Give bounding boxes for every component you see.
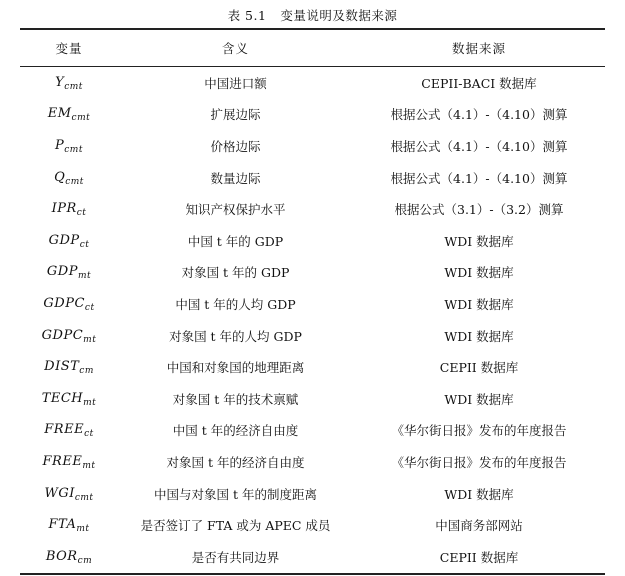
variable-cell <box>20 446 118 478</box>
meaning-cell: 对象国 t 年的 GDP <box>181 265 290 281</box>
meaning-cell: 对象国 t 年的人均 GDP <box>169 328 302 344</box>
variable-symbol <box>54 170 84 185</box>
variable-subscript: cmt <box>64 144 83 155</box>
variable-cell <box>20 257 118 289</box>
meaning-cell: 中国 t 年的人均 GDP <box>175 296 296 312</box>
variable-subscript: cm <box>79 366 94 377</box>
meaning-cell: 是否签订了 FTA 或为 APEC 成员 <box>140 518 331 534</box>
table-row <box>20 478 605 510</box>
variable-cell <box>20 415 118 447</box>
variable-cell <box>20 478 118 510</box>
meaning-cell: 对象国 t 年的技术禀赋 <box>172 391 299 407</box>
variable-cell <box>20 383 118 415</box>
source-cell: WDI 数据库 <box>444 486 514 502</box>
variable-table <box>20 28 605 575</box>
table-row <box>20 193 605 225</box>
variable-symbol <box>44 486 93 501</box>
variable-symbol <box>43 454 96 469</box>
source-cell: CEPII 数据库 <box>439 549 519 565</box>
header-source: 数据来源 <box>451 41 506 56</box>
variable-cell <box>20 351 118 383</box>
table-row <box>20 541 605 574</box>
source-cell: CEPII-BACI 数据库 <box>421 75 537 91</box>
variable-subscript: cmt <box>74 492 94 503</box>
variable-cell <box>20 320 118 352</box>
meaning-cell: 中国进口额 <box>204 75 267 91</box>
header-variable: 变量 <box>55 41 83 56</box>
table-number: 表 5.1 <box>227 8 267 23</box>
variable-subscript: mt <box>83 397 97 408</box>
variable-symbol <box>55 138 83 153</box>
variable-subscript: cmt <box>65 176 84 187</box>
source-cell: 根据公式（3.1）-（3.2）测算 <box>394 202 564 218</box>
source-cell: WDI 数据库 <box>444 328 514 344</box>
source-cell: 根据公式（4.1）-（4.10）测算 <box>390 138 568 154</box>
variable-subscript: mt <box>76 524 90 535</box>
table-row <box>20 225 605 257</box>
meaning-cell: 数量边际 <box>210 170 261 186</box>
table-row <box>20 320 605 352</box>
table-row <box>20 288 605 320</box>
variable-subscript: cm <box>77 555 93 566</box>
variable-main: GDPC <box>41 327 84 343</box>
variable-subscript: mt <box>77 271 92 282</box>
header-meaning: 含义 <box>221 41 249 56</box>
variable-symbol <box>49 233 90 248</box>
variable-cell <box>20 509 118 541</box>
variable-subscript: mt <box>83 334 97 345</box>
variable-subscript: ct <box>84 302 95 313</box>
variable-symbol <box>44 359 94 377</box>
table-row <box>20 257 605 289</box>
source-cell: 《华尔街日报》发布的年度报告 <box>391 454 567 470</box>
table-title: 变量说明及数据来源 <box>280 8 398 23</box>
variable-symbol <box>42 391 97 406</box>
variable-cell <box>20 541 118 574</box>
source-cell: WDI 数据库 <box>444 265 514 281</box>
table-row <box>20 383 605 415</box>
variable-cell <box>20 99 118 131</box>
variable-main: WGI <box>44 485 75 501</box>
meaning-cell: 中国 t 年的经济自由度 <box>172 423 299 439</box>
variable-main: P <box>55 137 65 153</box>
variable-main: FREE <box>44 422 85 438</box>
variable-symbol <box>55 75 83 90</box>
variable-subscript: ct <box>84 429 94 440</box>
variable-main: BOR <box>45 548 78 564</box>
table-row <box>20 130 605 162</box>
meaning-cell: 知识产权保护水平 <box>185 202 286 218</box>
variable-symbol <box>48 517 90 535</box>
variable-subscript: cmt <box>71 113 91 124</box>
meaning-cell: 是否有共同边界 <box>191 549 280 565</box>
variable-subscript: ct <box>79 239 90 250</box>
variable-subscript: cmt <box>64 81 83 92</box>
variable-cell <box>20 225 118 257</box>
variable-symbol <box>51 201 87 219</box>
variable-cell <box>20 288 118 320</box>
meaning-cell: 扩展边际 <box>210 107 261 123</box>
variable-main: EM <box>47 106 72 122</box>
table-header-row <box>20 29 605 67</box>
table-row <box>20 351 605 383</box>
variable-symbol <box>43 296 94 311</box>
variable-symbol <box>47 106 91 124</box>
variable-main: Y <box>55 74 65 90</box>
variable-cell <box>20 67 118 99</box>
variable-main: FREE <box>42 453 83 469</box>
meaning-cell: 中国和对象国的地理距离 <box>166 360 305 376</box>
variable-subscript: mt <box>82 460 96 471</box>
variable-main: DIST <box>44 359 80 375</box>
meaning-cell: 对象国 t 年的经济自由度 <box>166 454 305 470</box>
variable-main: FTA <box>48 517 77 533</box>
variable-symbol <box>44 422 94 440</box>
variable-cell <box>20 193 118 225</box>
variable-cell <box>20 162 118 194</box>
variable-main: GDP <box>46 264 78 280</box>
variable-symbol <box>42 328 97 343</box>
table-body <box>20 67 605 574</box>
meaning-cell: 中国与对象国 t 年的制度距离 <box>154 486 317 502</box>
variable-main: TECH <box>41 390 84 406</box>
variable-main: Q <box>54 169 66 185</box>
variable-cell <box>20 130 118 162</box>
source-cell: CEPII 数据库 <box>439 360 519 376</box>
variable-main: GDPC <box>43 295 85 311</box>
variable-main: IPR <box>51 201 77 217</box>
source-cell: WDI 数据库 <box>444 296 514 312</box>
source-cell: 根据公式（4.1）-（4.10）测算 <box>390 170 568 186</box>
meaning-cell: 价格边际 <box>210 138 261 154</box>
table-row <box>20 446 605 478</box>
table-row <box>20 415 605 447</box>
source-cell: WDI 数据库 <box>444 233 514 249</box>
meaning-cell: 中国 t 年的 GDP <box>187 233 284 249</box>
source-cell: 中国商务部网站 <box>435 518 523 534</box>
table-row <box>20 509 605 541</box>
source-cell: 根据公式（4.1）-（4.10）测算 <box>390 107 568 123</box>
table-row <box>20 67 605 99</box>
source-cell: 《华尔街日报》发布的年度报告 <box>391 423 567 439</box>
variable-symbol <box>46 549 92 564</box>
table-caption <box>0 6 625 24</box>
variable-subscript: ct <box>76 208 87 219</box>
variable-symbol <box>46 264 92 282</box>
variable-main: GDP <box>48 232 80 248</box>
table-row <box>20 99 605 131</box>
source-cell: WDI 数据库 <box>444 391 514 407</box>
table-row <box>20 162 605 194</box>
